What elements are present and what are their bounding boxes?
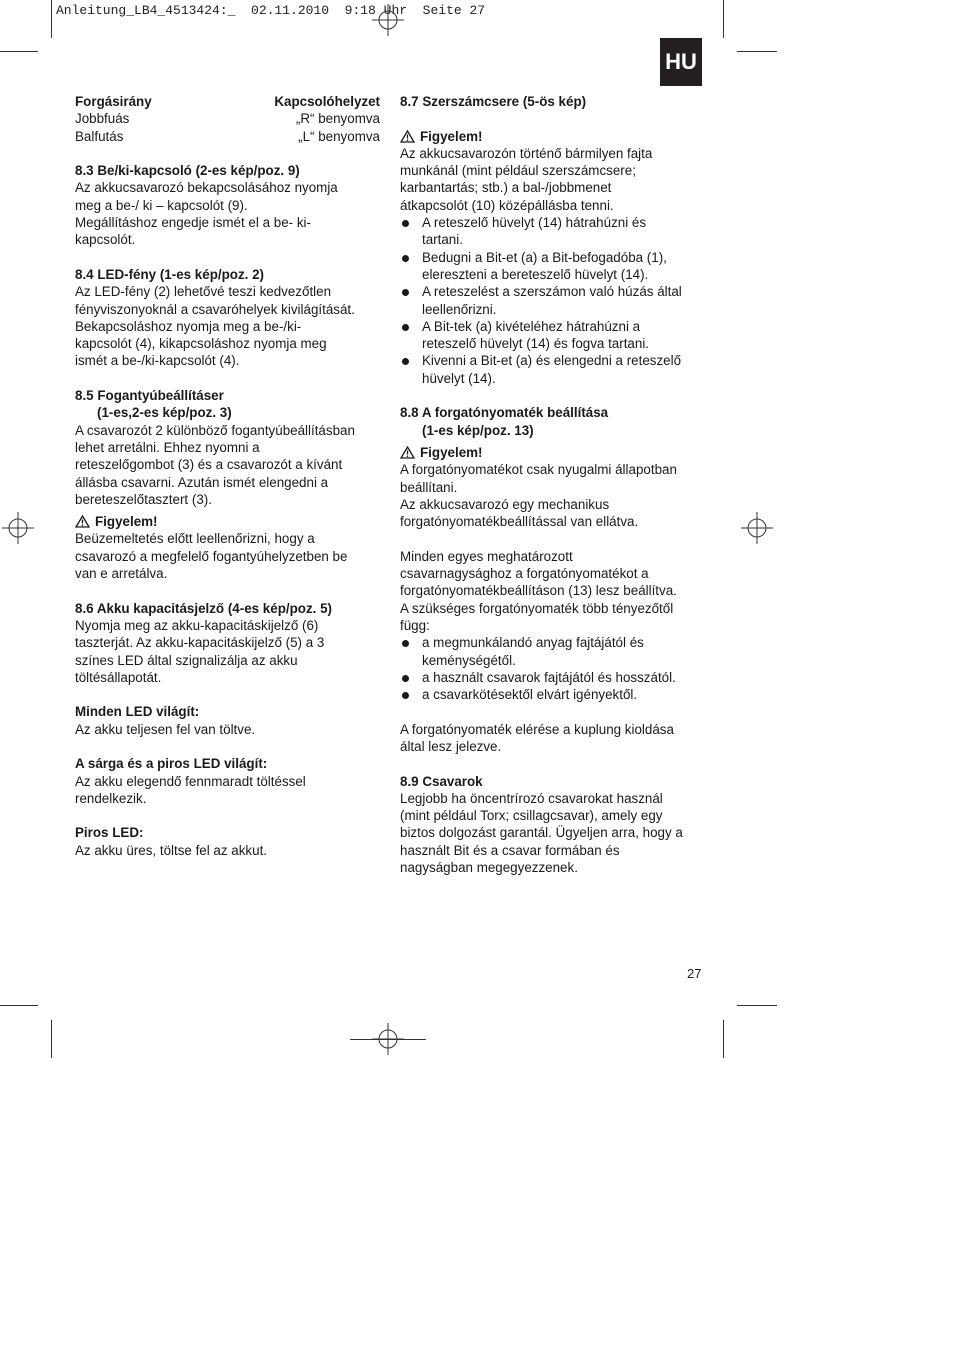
text-line: A forgatónyomaték elérése a kuplung kioldása — [400, 721, 674, 737]
bullet-list — [400, 634, 705, 703]
text-line: rendelkezik. — [75, 790, 147, 806]
text-line: kapcsolót. — [75, 232, 136, 248]
text-line: által lesz jelezve. — [400, 738, 502, 754]
text-line: beállítani. — [400, 479, 458, 495]
section-title-8-9: 8.9 Csavarok — [400, 773, 483, 789]
text-line: Az akkucsavarozón történő bármilyen fajta — [400, 145, 653, 161]
text-line: Beüzemeltetés előtt leellenőrizni, hogy a — [75, 531, 315, 547]
registration-mark-icon — [372, 1023, 404, 1055]
section-title-8-5: 8.5 Fogantyúbeállításer — [75, 388, 224, 404]
text-line: Minden egyes meghatározott — [400, 548, 573, 564]
text-line: Az akkucsavarozó egy mechanikus — [400, 496, 610, 512]
section-title-8-3: 8.3 Be/ki-kapcsoló (2-es kép/poz. 9) — [75, 163, 300, 179]
text-line: taszterját. Az akku-kapacitáskijelző (5) a 3 — [75, 635, 325, 651]
crop-mark — [0, 51, 38, 52]
section-title-8-4: 8.4 LED-fény (1-es kép/poz. 2) — [75, 266, 265, 282]
led-yellow-red-title: A sárga és a piros LED világít: — [75, 756, 268, 772]
text-line: Az akku teljesen fel van töltve. — [75, 721, 256, 737]
led-all-title: Minden LED világít: — [75, 704, 200, 720]
list-item: a csavarkötésektől elvárt igényektől. — [400, 686, 705, 703]
text-line: meg a be-/ ki – kapcsolót (9). — [75, 197, 248, 213]
switch-cell: „L“ benyomva — [298, 128, 380, 144]
text-line: Az akkucsavarozó bekapcsolásához nyomja — [75, 180, 338, 196]
text-line: A csavarozót 2 különböző fogantyúbeállításban — [75, 422, 355, 438]
list-item: Kivenni a Bit-et (a) és elengedni a reteszelő hüvelyt (14). — [400, 352, 705, 387]
text-line: töltésállapotát. — [75, 669, 162, 685]
crop-mark — [737, 1005, 777, 1006]
text-line: kapcsolót (4), kikapcsoláshoz nyomja meg — [75, 336, 327, 352]
registration-mark-icon — [372, 4, 404, 36]
list-item: A reteszelést a szerszámon való húzás által leellenőrizni. — [400, 283, 705, 318]
table-head-switch: Kapcsolóhelyzet — [274, 94, 380, 109]
list-item: Bedugni a Bit-et (a) a Bit-befogadóba (1), elereszteni a bereteszelő hüvelyt (14). — [400, 249, 705, 284]
warning-label: Figyelem! — [420, 128, 483, 144]
text-line: színes LED által szignalizálja az akku — [75, 652, 298, 668]
direction-table-header — [75, 93, 380, 110]
text-line: csavarnagysághoz a forgatónyomatékot a — [400, 566, 649, 582]
text-line: függ: — [400, 617, 430, 633]
text-line: van e arretálva. — [75, 566, 168, 582]
crop-mark — [737, 51, 777, 52]
text-line: Legjobb ha öncentrírozó csavarokat használ — [400, 790, 663, 806]
warning-heading — [400, 128, 705, 145]
section-title-8-8: 8.8 A forgatónyomaték beállítása — [400, 405, 609, 421]
direction-cell: Balfutás — [75, 128, 124, 144]
print-slug: Anleitung_LB4_4513424:_ 02.11.2010 9:18 Uhr Seite 27 — [56, 3, 486, 18]
text-line: állásba csavarni. Azután ismét elengedni a — [75, 474, 329, 490]
left-column — [75, 93, 380, 859]
text-line: Nyomja meg az akku-kapacitáskijelző (6) — [75, 617, 319, 633]
text-line: Megállításhoz engedje ismét el a be- ki- — [75, 215, 311, 231]
text-line: átkapcsolót (10) középállásba tenni. — [400, 197, 614, 213]
text-line: Bekapcsoláshoz nyomja meg a be-/ki- — [75, 318, 302, 334]
list-item: a megmunkálandó anyag fajtájától és keménységétől. — [400, 634, 705, 669]
text-line: Az akku üres, töltse fel az akkut. — [75, 842, 268, 858]
text-line: Az LED-fény (2) lehetővé teszi kedvezőtlen — [75, 284, 332, 300]
text-line: forgatónyomatékbeállítással van ellátva. — [400, 514, 639, 530]
language-badge: HU — [660, 38, 702, 86]
text-line: (mint például Torx; csillagcsavar), amely egy — [400, 808, 663, 824]
warning-triangle-icon — [400, 130, 415, 143]
text-line: ismét a be-/ki-kapcsolót (4). — [75, 353, 240, 369]
text-line: reteszelőgombot (3) és a csavarozót a kívánt — [75, 457, 343, 473]
registration-mark-icon — [741, 512, 773, 544]
warning-triangle-icon — [400, 446, 415, 459]
list-item: A reteszelő hüvelyt (14) hátrahúzni és tartani. — [400, 214, 705, 249]
list-item: a használt csavarok fajtájától és hosszától. — [400, 669, 705, 686]
warning-heading — [400, 444, 705, 461]
right-column — [400, 93, 705, 876]
warning-label: Figyelem! — [95, 514, 158, 530]
warning-heading — [75, 513, 380, 530]
registration-mark-icon — [2, 512, 34, 544]
crop-mark — [51, 0, 52, 38]
text-line: csavarozó a megfelelő fogantyúhelyzetben be — [75, 548, 348, 564]
bullet-list — [400, 214, 705, 387]
text-line: forgatónyomatékbeállításon (13) lesz beállítva. — [400, 583, 677, 599]
table-row — [75, 110, 380, 127]
text-line: lehet arretálni. Ehhez nyomni a — [75, 439, 260, 455]
warning-triangle-icon — [75, 515, 90, 528]
led-red-title: Piros LED: — [75, 825, 144, 841]
page-number: 27 — [687, 966, 702, 981]
crop-mark — [723, 0, 724, 38]
text-line: fényviszonyoknál a csavaróhelyek kivilágítását. — [75, 301, 355, 317]
text-line: karbantartás; stb.) a bal-/jobbmenet — [400, 180, 612, 196]
section-title-8-7: 8.7 Szerszámcsere (5-ös kép) — [400, 94, 587, 109]
text-line: nagyságban megegyezzenek. — [400, 860, 578, 876]
switch-cell: „R“ benyomva — [295, 111, 380, 127]
text-line: munkánál (mint például szerszámcsere; — [400, 163, 636, 179]
section-subtitle-8-5: (1-es,2-es kép/poz. 3) — [97, 405, 232, 421]
text-line: A szükséges forgatónyomaték több tényezőtől — [400, 600, 674, 616]
crop-mark — [723, 1020, 724, 1058]
section-subtitle-8-8: (1-es kép/poz. 13) — [422, 422, 534, 438]
list-item: A Bit-tek (a) kivételéhez hátrahúzni a reteszelő hüvelyt (14) és fogva tartani. — [400, 318, 705, 353]
crop-mark — [51, 1020, 52, 1058]
text-line: Az akku elegendő fennmaradt töltéssel — [75, 773, 306, 789]
warning-label: Figyelem! — [420, 444, 483, 460]
text-line: használt Bit és a csavar formában és — [400, 842, 620, 858]
text-line: A forgatónyomatékot csak nyugalmi állapotban — [400, 462, 677, 478]
direction-cell: Jobbfuás — [75, 111, 130, 127]
section-title-8-6: 8.6 Akku kapacitásjelző (4-es kép/poz. 5) — [75, 600, 333, 616]
crop-mark — [0, 1005, 38, 1006]
table-head-direction: Forgásirány — [75, 94, 152, 109]
table-row — [75, 128, 380, 145]
text-line: bereteszelőtasztert (3). — [75, 491, 212, 507]
text-line: biztos dolgozást garantál. Ügyeljen arra, hogy a — [400, 825, 683, 841]
